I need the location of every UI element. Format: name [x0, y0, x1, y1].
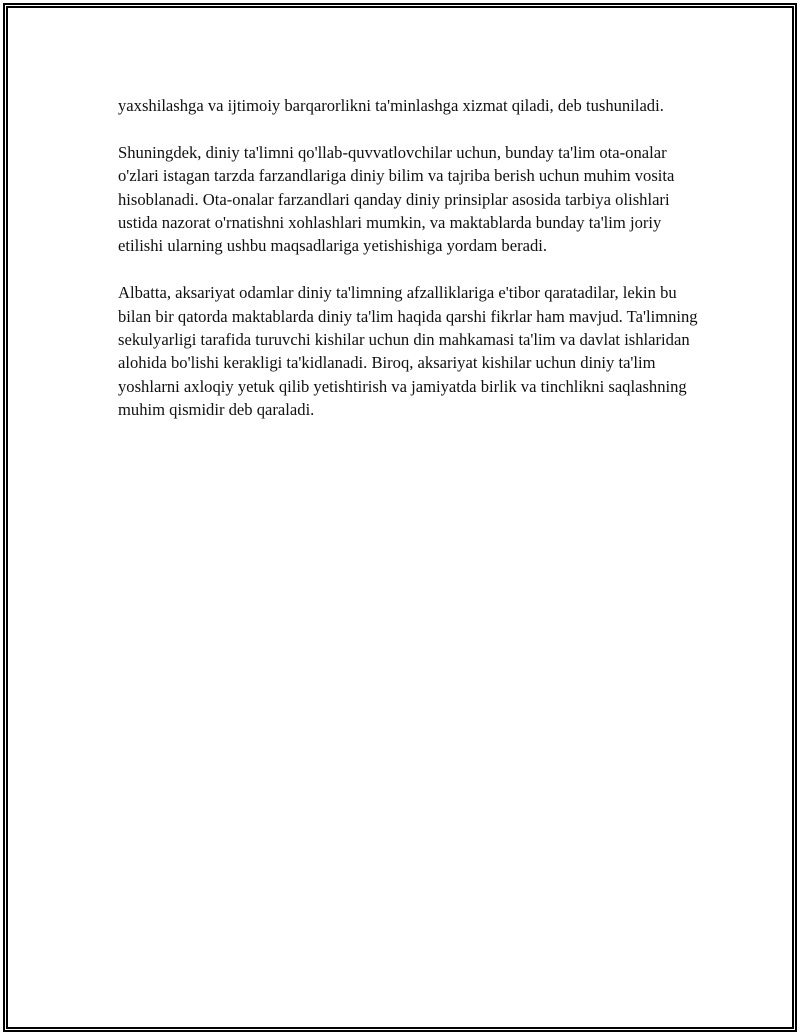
- paragraph-2: Shuningdek, diniy ta'limni qo'llab-quvvatlovchilar uchun, bunday ta'lim ota-onalar o'zlari istagan tarzda farzandlariga diniy bilim va tajriba berish uchun muhim vosita hisoblanadi. Ota-onalar farzandlari qanday diniy prinsiplar asosida tarbiya olishlari ustida nazorat o'rnatishni xohlashlari mumkin, va maktablarda bunday ta'lim joriy etilishi ularning ushbu maqsadlariga yetishishiga yordam beradi.: [118, 142, 675, 256]
- paragraph-3: Albatta, aksariyat odamlar diniy ta'limning afzalliklariga e'tibor qaratadilar, lekin bu bilan bir qatorda maktablarda diniy ta'lim haqida qarshi fikrlar ham mavjud. Ta'limning sekulyarligi tarafida turuvchi kishilar uchun din mahkamasi ta'lim va davlat ishlaridan alohida bo'lishi kerakligi ta'kidlanadi. Biroq, aksariyat kishilar uchun diniy ta'lim yoshlarni axloqiy yetuk qilib yetishtirish va jamiyatda birlik va tinchlikni saqlashning muhim qismidir deb qaraladi.: [118, 283, 698, 420]
- document-body: [118, 94, 698, 445]
- paragraph-1: yaxshilashga va ijtimoiy barqarorlikni ta'minlashga xizmat qiladi, deb tushuniladi.: [118, 96, 664, 115]
